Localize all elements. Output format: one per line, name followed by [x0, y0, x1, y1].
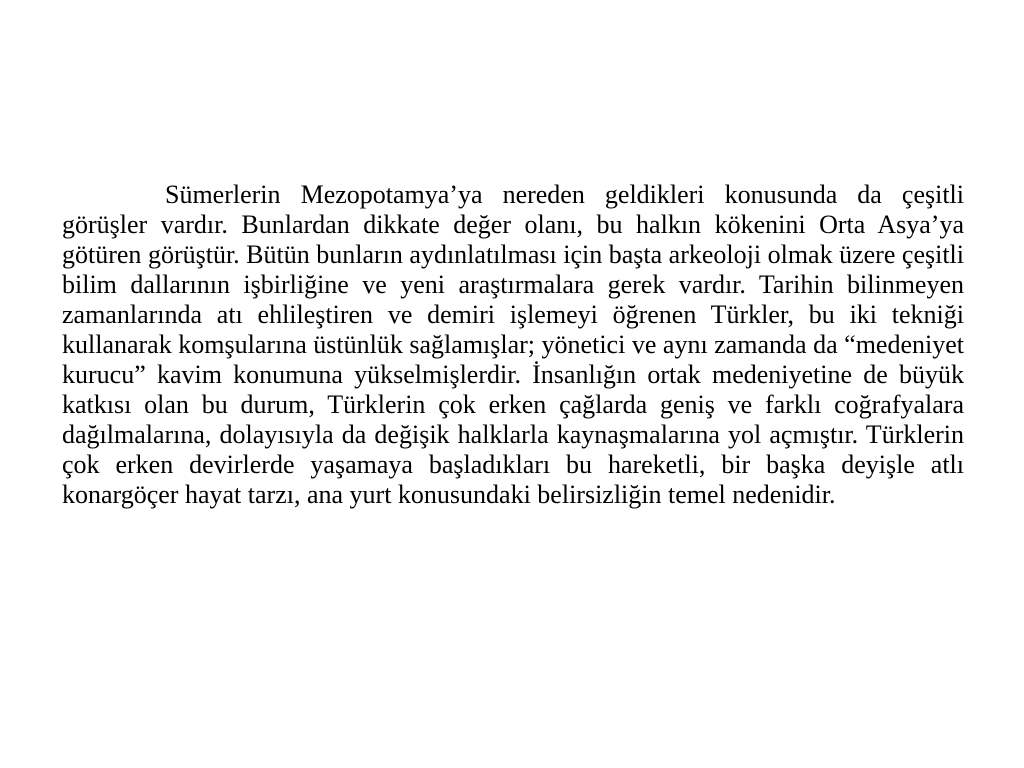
body-paragraph: Sümerlerin Mezopotamya’ya nereden geldikleri konusunda da çeşitli görüşler vardır. Bunlardan dikkate değer olanı, bu halkın kökenini Orta Asya’ya götüren görüştür. Bütün bunların aydınlatılması için başta arkeoloji olmak üzere çeşitli bilim dallarının işbirliğine ve yeni araştırmalara gerek vardır. Tarihin bilinmeyen zamanlarında atı ehlileştiren ve demiri işlemeyi öğrenen Türkler, bu iki tekniği kullanarak komşularına üstünlük sağlamışlar; yönetici ve aynı zamanda da “medeniyet kurucu” kavim konumuna yükselmişlerdir. İnsanlığın ortak medeniyetine de büyük katkısı olan bu durum, Türklerin çok erken çağlarda geniş ve farklı coğrafyalara dağılmalarına, dolayısıyla da değişik halklarla kaynaşmalarına yol açmıştır. Türklerin çok erken devirlerde yaşamaya başladıkları bu hareketli, bir başka deyişle atlı konargöçer hayat tarzı, ana yurt konusundaki belirsizliğin temel nedenidir.	[62, 180, 964, 509]
